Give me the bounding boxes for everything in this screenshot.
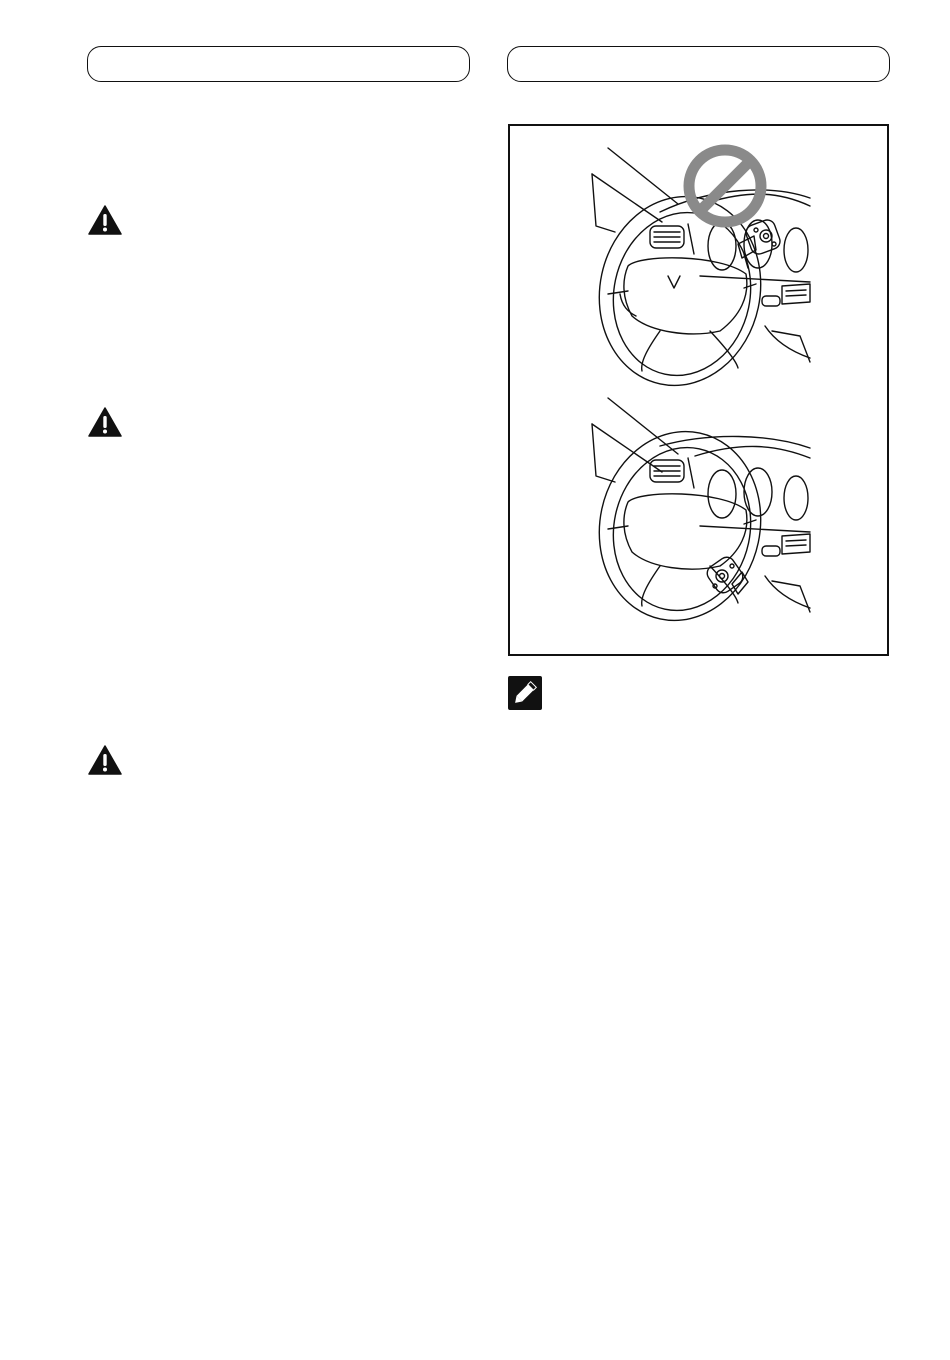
wheel-scene-correct — [582, 398, 810, 636]
warning-triangle-icon — [88, 745, 122, 775]
pencil-note-icon — [508, 676, 542, 710]
remote-control-correct-position — [704, 554, 748, 596]
steering-wheel-illustration — [508, 124, 889, 656]
section-header-left — [87, 46, 470, 82]
prohibited-sign-icon — [689, 150, 761, 222]
warning-triangle-icon — [88, 205, 122, 235]
section-header-right — [507, 46, 890, 82]
wheel-scene-incorrect — [582, 148, 810, 401]
warning-triangle-icon — [88, 407, 122, 437]
